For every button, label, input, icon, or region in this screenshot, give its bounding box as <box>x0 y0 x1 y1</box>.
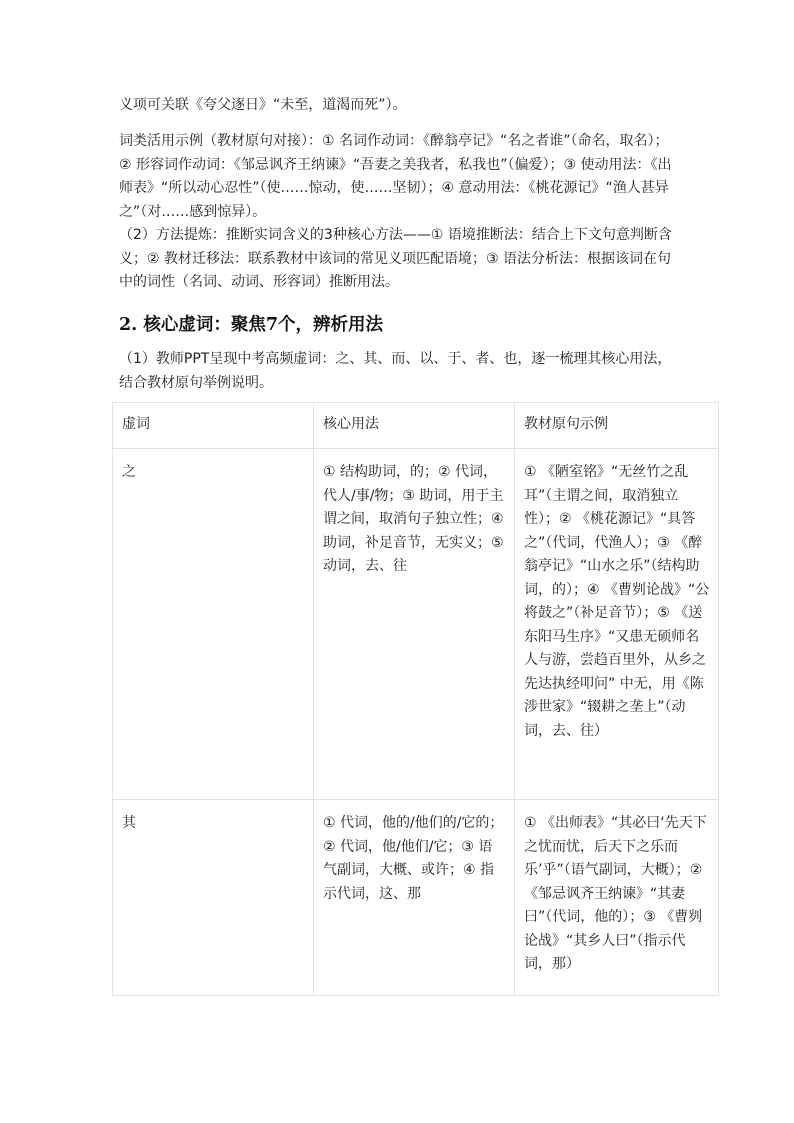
cell-examples: ① 《陋室铭》“无丝竹之乱耳”（主谓之间，取消独立性）；② 《桃花源记》“具答之”（代词，代渔人）；③ 《醉翁亭记》“山水之乐”（结构助词，的）；④ 《曹刿论战》“公将鼓之”（补足音节）；⑤ 《送东阳马生序》“又患无硕师名人与游，尝趋百里外，从乡之先达执经叩问” 中无，用《陈涉世家》“辍耕之垄上”（动词，去、往） <box>515 449 719 800</box>
section-heading: 2. 核心虚词：聚焦7个，辨析用法 <box>119 315 384 335</box>
function-words-table <box>112 402 719 996</box>
table-header-row <box>113 403 719 449</box>
paragraph-method-summary: （2）方法提炼：推断实词含义的3种核心方法——① 语境推断法：结合上下文句意判断含义；② 教材迁移法：联系教材中该词的常见义项匹配语境；③ 语法分析法：根据该词在句中的词性（名词、动词、形容词）推断用法。 <box>119 227 672 290</box>
header-cell-usage: 核心用法 <box>314 403 515 449</box>
cell-examples: ① 《出师表》“其必曰‘先天下之忧而忧，后天下之乐而乐’乎”（语气副词，大概）；② 《邹忌讽齐王纳谏》“其妻曰”（代词，他的）；③ 《曹刿论战》“其乡人曰”（指示代词，那） <box>515 800 719 996</box>
table-row <box>113 449 719 800</box>
paragraph-continuation: 义项可关联《夸父逐日》“未至，道渴而死”）。 <box>119 97 407 113</box>
cell-word: 之 <box>113 449 314 800</box>
header-cell-word: 虚词 <box>113 403 314 449</box>
paragraph-part-of-speech-examples: 词类活用示例（教材原句对接）：① 名词作动词：《醉翁亭记》“名之者谁”（命名，取名）；② 形容词作动词：《邹忌讽齐王纳谏》“吾妻之美我者，私我也”（偏爱）；③ 使动用法：《出师表》“所以动心忍性”（使……惊动，使……坚韧）；④ 意动用法：《桃花源记》“渔人甚异之”（对……感到惊异）。 <box>119 133 672 220</box>
paragraph-function-words-intro: （1）教师PPT呈现中考高频虚词：之、其、而、以、于、者、也，逐一梳理其核心用法，结合教材原句举例说明。 <box>119 351 672 391</box>
header-cell-examples: 教材原句示例 <box>515 403 719 449</box>
cell-usage: ① 代词，他的/他们的/它的；② 代词，他/他们/它；③ 语气副词，大概、或许；④ 指示代词，这、那 <box>314 800 515 996</box>
cell-usage: ① 结构助词，的；② 代词，代人/事/物；③ 助词，用于主谓之间，取消句子独立性；④ 助词，补足音节，无实义；⑤ 动词，去、往 <box>314 449 515 800</box>
cell-word: 其 <box>113 800 314 996</box>
table-row <box>113 800 719 996</box>
